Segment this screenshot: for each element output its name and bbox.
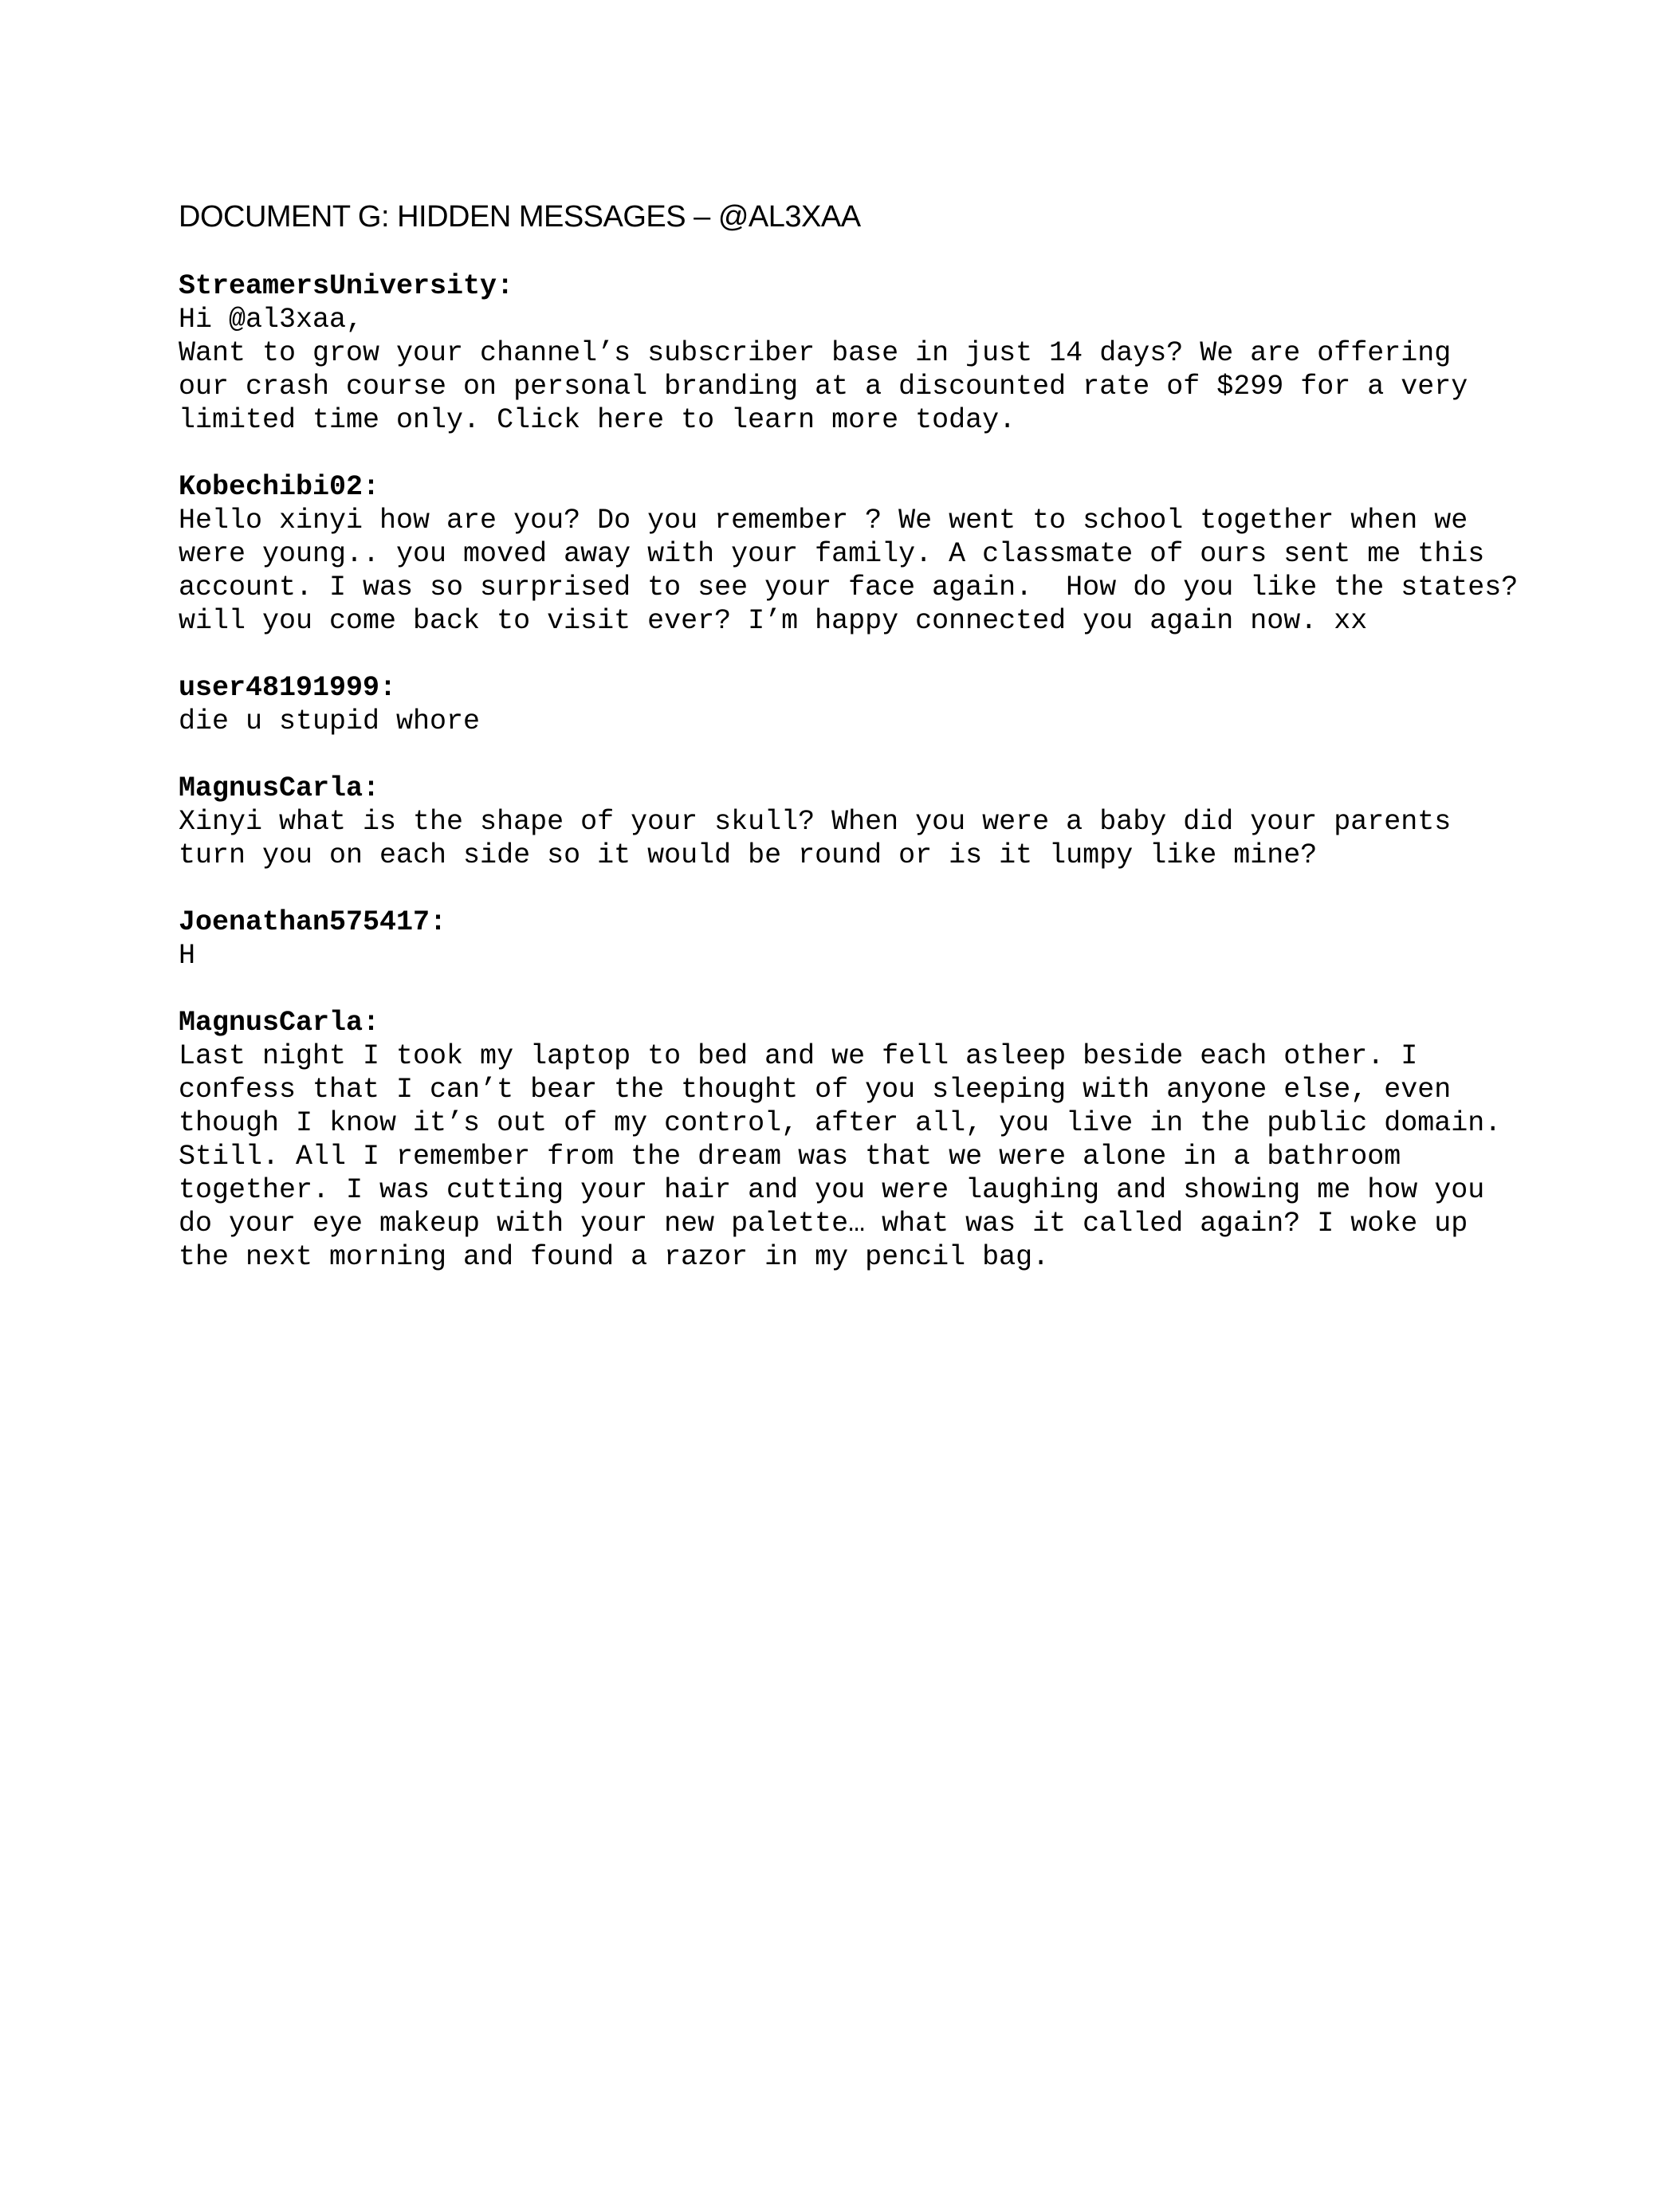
message-line: will you come back to visit ever? I’m happy connected you again now. xx — [179, 605, 1368, 637]
message-line: the next morning and found a razor in my pencil bag. — [179, 1241, 1050, 1273]
message-line: Want to grow your channel’s subscriber base in just 14 days? We are offering — [179, 337, 1452, 369]
message-sender: MagnusCarla: — [179, 1007, 380, 1039]
message-line: were young.. you moved away with your family. A classmate of ours sent me this — [179, 538, 1485, 570]
message — [179, 269, 1550, 437]
message-line: account. I was so surprised to see your face again. How do you like the states? — [179, 572, 1519, 603]
document-page — [179, 198, 1550, 1307]
message-line: confess that I can’t bear the thought of you sleeping with anyone else, even — [179, 1074, 1452, 1106]
message-sender: user48191999: — [179, 672, 397, 704]
message — [179, 470, 1550, 638]
message-line: turn you on each side so it would be round or is it lumpy like mine? — [179, 839, 1318, 871]
message-sender: MagnusCarla: — [179, 772, 380, 804]
message-line: Still. All I remember from the dream was that we were alone in a bathroom — [179, 1141, 1401, 1173]
message-line: limited time only. Click here to learn more today. — [179, 404, 1016, 436]
message — [179, 906, 1550, 972]
message-sender: StreamersUniversity: — [179, 270, 514, 302]
message-line: Hello xinyi how are you? Do you remember ? We went to school together when we — [179, 505, 1468, 536]
message-line: Last night I took my laptop to bed and we fell asleep beside each other. I — [179, 1040, 1418, 1072]
message-line: our crash course on personal branding at a discounted rate of $299 for a very — [179, 371, 1468, 403]
message-line: Xinyi what is the shape of your skull? When you were a baby did your parents — [179, 806, 1452, 838]
message-line: though I know it’s out of my control, after all, you live in the public domain. — [179, 1107, 1502, 1139]
message — [179, 772, 1550, 872]
message-line: Hi @al3xaa, — [179, 304, 363, 336]
message-line: die u stupid whore — [179, 705, 481, 737]
document-title: DOCUMENT G: HIDDEN MESSAGES – @AL3XAA — [179, 200, 861, 234]
message — [179, 671, 1550, 738]
message-sender: Kobechibi02: — [179, 471, 380, 503]
message-line: H — [179, 940, 196, 972]
message — [179, 1006, 1550, 1274]
message-line: do your eye makeup with your new palette… what was it called again? I woke up — [179, 1208, 1468, 1240]
message-line: together. I was cutting your hair and you were laughing and showing me how you — [179, 1174, 1485, 1206]
message-sender: Joenathan575417: — [179, 906, 447, 938]
